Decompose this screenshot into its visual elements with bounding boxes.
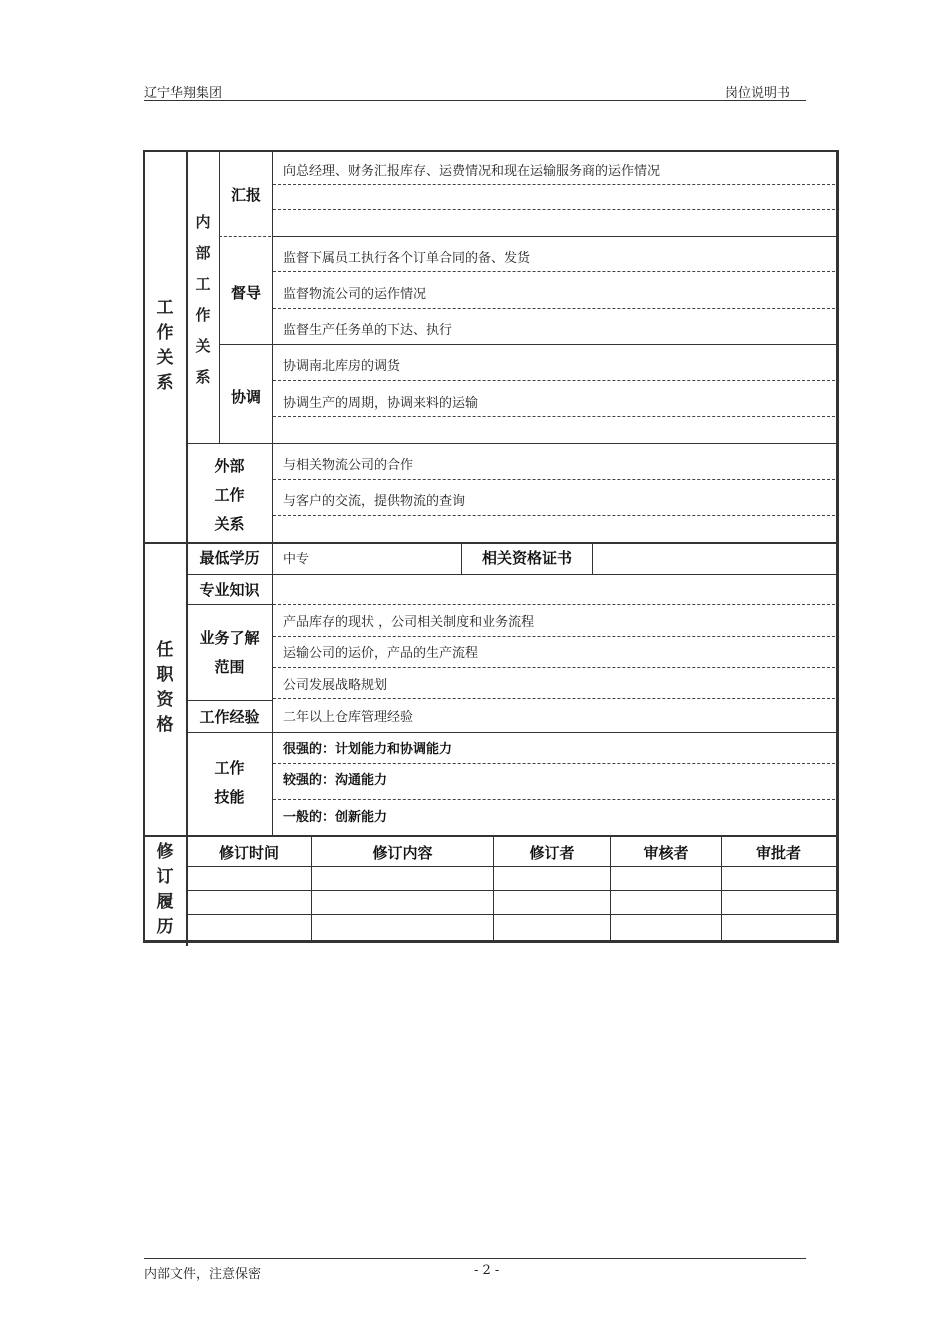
supervise-item-3: 监督生产任务单的下达、执行 <box>283 323 453 338</box>
business-scope-label: 业务了解 范围 <box>199 629 260 676</box>
section-work-relations: 工 作 关 系 <box>156 298 174 393</box>
business-scope-item-1: 产品库存的现状 ，公司相关制度和业务流程 <box>283 615 535 630</box>
confidential-notice: 内部文件，注意保密 <box>144 1267 262 1282</box>
external-relations-label: 外部 工作 关系 <box>214 457 245 533</box>
document-type: 岗位说明书 <box>724 86 790 101</box>
revision-row-1 <box>187 866 836 867</box>
section-revision-history: 修 订 履 历 <box>156 842 174 937</box>
supervise-item-2: 监督物流公司的运作情况 <box>283 287 427 302</box>
revision-col-reviewer: 审核者 <box>643 844 689 862</box>
supervise-item-1: 监督下属员工执行各个订单合同的备、发货 <box>283 251 531 266</box>
section-qualifications: 任 职 资 格 <box>156 640 174 735</box>
revision-col-reviser: 修订者 <box>529 844 575 862</box>
skills-item-2: 较强的：沟通能力 <box>283 773 388 788</box>
experience-value: 二年以上仓库管理经验 <box>283 710 414 725</box>
revision-col-content: 修订内容 <box>372 844 433 862</box>
revision-row-2 <box>187 890 836 891</box>
revision-col-approver: 审批者 <box>755 844 801 862</box>
knowledge-label: 专业知识 <box>199 581 260 599</box>
experience-label: 工作经验 <box>199 708 260 726</box>
skills-label: 工作 技能 <box>214 759 245 806</box>
supervise-label: 督导 <box>230 284 261 302</box>
coordinate-item-2: 协调生产的周期，协调来料的运输 <box>283 396 479 411</box>
page-header <box>144 82 806 101</box>
education-value: 中专 <box>283 552 310 567</box>
revision-row-3 <box>187 914 836 915</box>
page-footer <box>144 1258 806 1282</box>
skills-item-1: 很强的：计划能力和协调能力 <box>283 742 453 757</box>
education-label: 最低学历 <box>199 549 260 567</box>
external-item-1: 与相关物流公司的合作 <box>283 458 414 473</box>
report-item: 向总经理、财务汇报库存、运费情况和现在运输服务商的运作情况 <box>283 164 661 179</box>
internal-relations-label: 内 部 工 作 关 系 <box>195 213 211 386</box>
company-name: 辽宁华翔集团 <box>144 86 223 101</box>
certificate-label: 相关资格证书 <box>481 549 572 567</box>
report-label: 汇报 <box>230 186 261 204</box>
business-scope-item-2: 运输公司的运价，产品的生产流程 <box>283 646 479 661</box>
revision-col-time: 修订时间 <box>218 844 279 862</box>
external-item-2: 与客户的交流，提供物流的查询 <box>283 494 466 509</box>
coordinate-label: 协调 <box>230 388 261 406</box>
business-scope-item-3: 公司发展战略规划 <box>283 678 388 693</box>
coordinate-item-1: 协调南北库房的调货 <box>283 359 401 374</box>
page-number: - 2 - <box>474 1263 500 1278</box>
skills-item-3: 一般的：创新能力 <box>283 810 388 825</box>
